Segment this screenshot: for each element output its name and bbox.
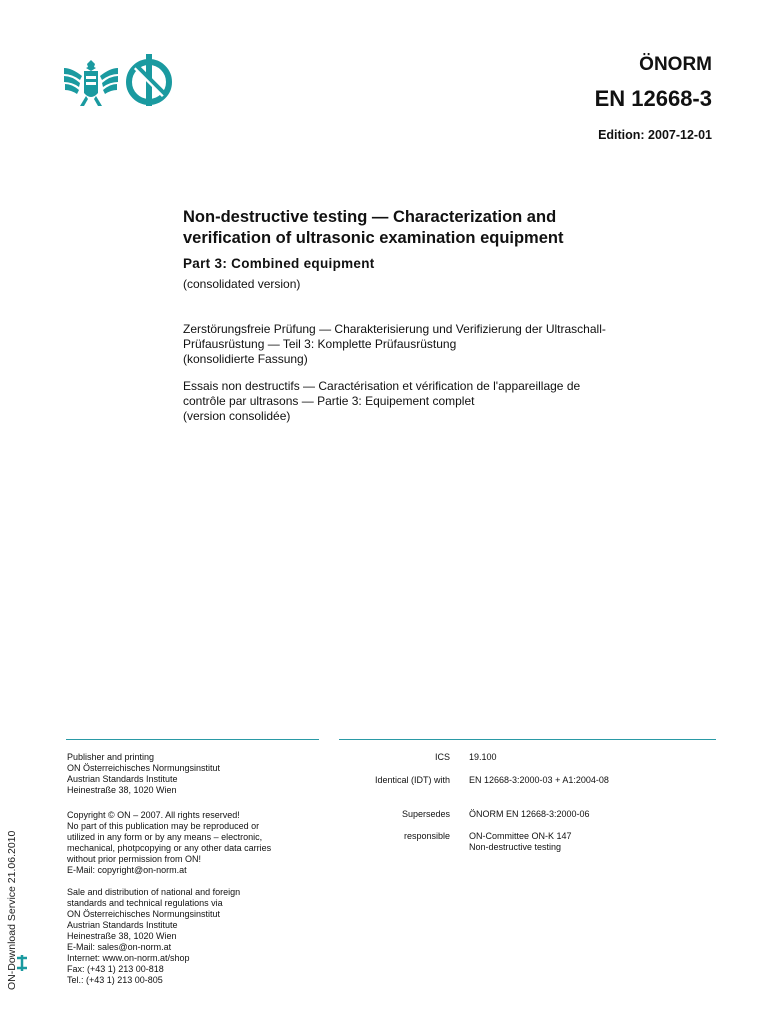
- german-title: [183, 322, 703, 367]
- publisher-line: Heinestraße 38, 1020 Wien: [67, 785, 177, 795]
- standard-number: EN 12668-3: [594, 86, 712, 111]
- responsible-line: ON-Committee ON-K 147: [469, 831, 572, 841]
- copyright-block: [67, 810, 327, 876]
- copyright-line: E-Mail: copyright@on-norm.at: [67, 865, 187, 875]
- ics-value: 19.100: [469, 752, 497, 762]
- german-line: (konsolidierte Fassung): [183, 352, 308, 366]
- sales-line: ON Österreichisches Normungsinstitut: [67, 909, 221, 919]
- sales-line: Austrian Standards Institute: [67, 920, 178, 930]
- french-line: Essais non destructifs — Caractérisation et vérification de l'appareillage de: [183, 379, 581, 393]
- publisher-line: ON Österreichisches Normungsinstitut: [67, 763, 221, 773]
- consolidated-note: (consolidated version): [183, 277, 301, 291]
- divider-right: [339, 739, 716, 740]
- on-logo-icon: [125, 54, 173, 106]
- german-line: Zerstörungsfreie Prüfung — Charakterisierung und Verifizierung der Ultraschall-: [183, 322, 606, 336]
- sales-line: Sale and distribution of national and foreign: [67, 887, 241, 897]
- french-title: [183, 379, 703, 424]
- divider-left: [66, 739, 319, 740]
- copyright-line: utilized in any form or by any means – electronic,: [67, 832, 263, 842]
- edition-date: Edition: 2007-12-01: [598, 128, 712, 142]
- identical-label: Identical (IDT) with: [374, 775, 450, 785]
- french-line: (version consolidée): [183, 409, 291, 423]
- french-line: contrôle par ultrasons — Partie 3: Equipement complet: [183, 394, 475, 408]
- copyright-line: Copyright © ON – 2007. All rights reserved!: [67, 810, 240, 820]
- responsible-value: [469, 831, 572, 853]
- publisher-line: Austrian Standards Institute: [67, 774, 178, 784]
- publisher-block: [67, 752, 327, 796]
- title-line: verification of ultrasonic examination equipment: [183, 229, 564, 247]
- on-small-logo-icon: [14, 954, 30, 972]
- document-title: [183, 207, 703, 249]
- download-service-stamp: ON-Download Service 21.06.2010: [6, 830, 18, 990]
- german-line: Prüfausrüstung — Teil 3: Komplette Prüfausrüstung: [183, 337, 457, 351]
- title-line: Non-destructive testing — Characterization and: [183, 208, 557, 226]
- sales-line: Tel.: (+43 1) 213 00-805: [67, 975, 163, 985]
- sales-line: standards and technical regulations via: [67, 898, 223, 908]
- supersedes-label: Supersedes: [401, 809, 450, 819]
- responsible-label: responsible: [403, 831, 450, 841]
- sales-line: Fax: (+43 1) 213 00-818: [67, 964, 164, 974]
- part-title: Part 3: Combined equipment: [183, 256, 375, 271]
- sales-line: E-Mail: sales@on-norm.at: [67, 942, 172, 952]
- austrian-eagle-icon: [62, 54, 120, 112]
- sales-line: Heinestraße 38, 1020 Wien: [67, 931, 177, 941]
- publisher-line: Publisher and printing: [67, 752, 155, 762]
- responsible-line: Non-destructive testing: [469, 842, 562, 852]
- supersedes-value: ÖNORM EN 12668-3:2000-06: [469, 809, 590, 819]
- identical-value: EN 12668-3:2000-03 + A1:2004-08: [469, 775, 609, 785]
- standard-prefix: ÖNORM: [639, 54, 712, 75]
- sales-block: [67, 887, 327, 986]
- copyright-line: mechanical, photpcopying or any other data carries: [67, 843, 272, 853]
- ics-label: ICS: [434, 752, 450, 762]
- sales-line: Internet: www.on-norm.at/shop: [67, 953, 190, 963]
- copyright-line: without prior permission from ON!: [67, 854, 202, 864]
- copyright-line: No part of this publication may be reproduced or: [67, 821, 260, 831]
